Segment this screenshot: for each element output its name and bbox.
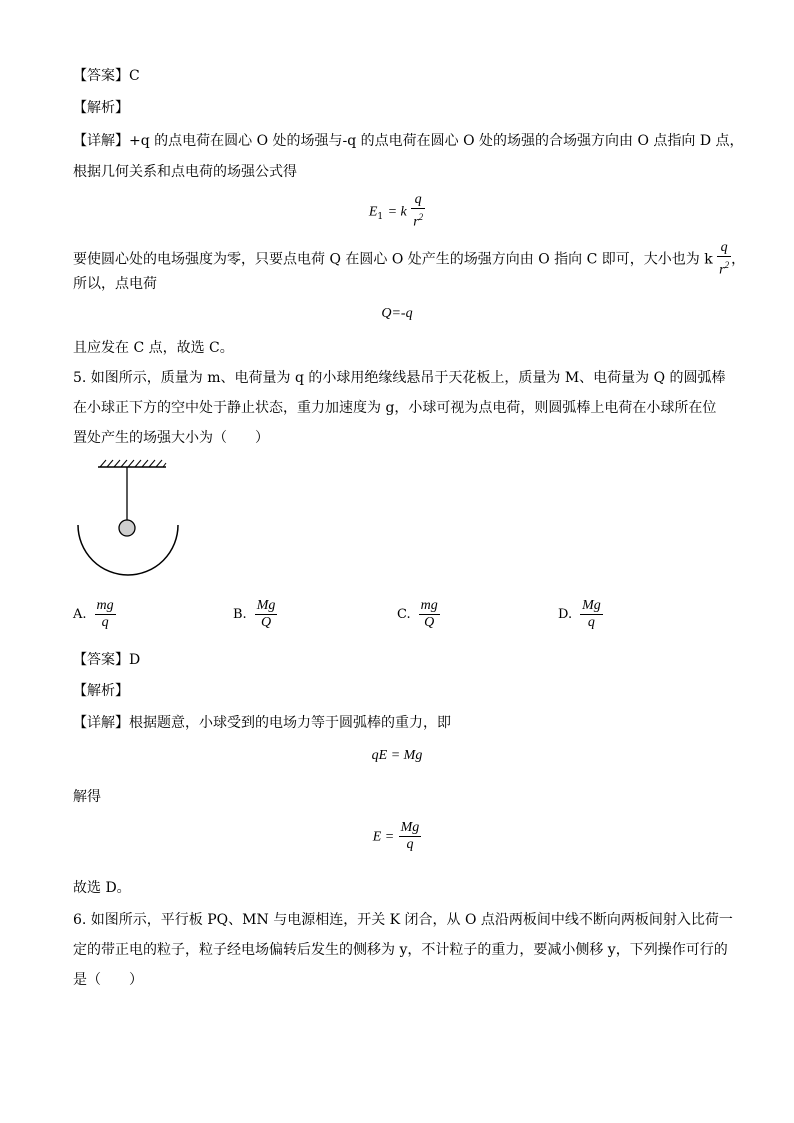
- ceiling-hatch: [98, 460, 166, 467]
- q4-answer-line: 【答案】C: [73, 68, 140, 84]
- q5-conclusion: 故选 D。: [73, 880, 131, 896]
- fraction: $\frac{q}{r^2}$: [719, 240, 730, 278]
- q5-stem-line1: 5. 如图所示，质量为 m、电荷量为 q 的小球用绝缘线悬吊于天花板上，质量为 M、电荷量为 Q 的圆弧棒: [73, 370, 726, 386]
- fraction: $\frac{mg}{Q}$: [420, 597, 438, 630]
- q5-analysis-label: 【解析】: [73, 683, 129, 699]
- q4-conclusion: 且应发在 C 点，故选 C。: [73, 340, 234, 356]
- q5-figure-pendulum-arc: [70, 455, 190, 580]
- q5-stem-line2: 在小球正下方的空中处于静止状态，重力加速度为 g，小球可视为点电荷，则圆弧棒上电荷在小球所在位: [73, 400, 717, 416]
- fraction: $\frac{Mg}{q}$: [582, 597, 601, 630]
- q5-formula-qe: qE = Mg: [371, 748, 423, 763]
- q4-detail-line4: 所以，点电荷: [73, 276, 157, 292]
- fraction: $\frac{Mg}{q}$: [400, 820, 420, 852]
- q4-detail-line1: 【详解】+q 的点电荷在圆心 O 处的场强与-q 的点电荷在圆心 O 处的场强的合场强方向由 O 点指向 D 点，: [73, 133, 744, 149]
- q4-detail-line2: 根据几何关系和点电荷的场强公式得: [73, 164, 297, 180]
- q5-option-d[interactable]: D. $\frac{Mg}{q}$: [558, 597, 601, 630]
- q4-analysis-label: 【解析】: [73, 100, 129, 116]
- q6-stem-line3: 是（ ）: [73, 972, 143, 988]
- fraction: $\frac{Mg}{Q}$: [256, 597, 276, 630]
- q5-answer-line: 【答案】D: [73, 652, 141, 668]
- q6-stem-line1: 6. 如图所示，平行板 PQ、MN 与电源相连，开关 K 闭合，从 O 点沿两板间中线不断向两板间射入比荷一: [73, 912, 733, 928]
- q4-detail-line3: 要使圆心处的电场强度为零，只要点电荷 Q 在圆心 O 处产生的场强方向由 O 指向 C 即可，大小也为 k $\frac{q}{r^2}$ ，: [73, 240, 746, 278]
- q5-option-c[interactable]: C. $\frac{mg}{Q}$: [397, 597, 438, 630]
- q5-detail-line1: 【详解】根据题意，小球受到的电场力等于圆弧棒的重力，即: [73, 715, 451, 731]
- q5-stem-line3: 置处产生的场强大小为（ ）: [73, 430, 269, 446]
- q5-option-a[interactable]: A. $\frac{mg}{q}$: [73, 597, 114, 630]
- ball: [119, 520, 135, 536]
- q4-formula-q: Q=-q: [381, 306, 413, 321]
- q4-formula-e1: $E_1 = k$ $\frac{q}{r^2}$: [368, 192, 424, 230]
- fraction: $\frac{q}{r^2}$: [413, 192, 424, 230]
- q5-solve-label: 解得: [73, 789, 101, 805]
- q6-stem-line2: 定的带正电的粒子，粒子经电场偏转后发生的侧移为 y，不计粒子的重力，要减小侧移 y，下列操作可行的: [73, 942, 728, 958]
- q5-option-b[interactable]: B. $\frac{Mg}{Q}$: [233, 597, 276, 630]
- fraction: $\frac{mg}{q}$: [96, 597, 114, 630]
- q5-formula-e: E = $\frac{Mg}{q}$: [372, 820, 420, 852]
